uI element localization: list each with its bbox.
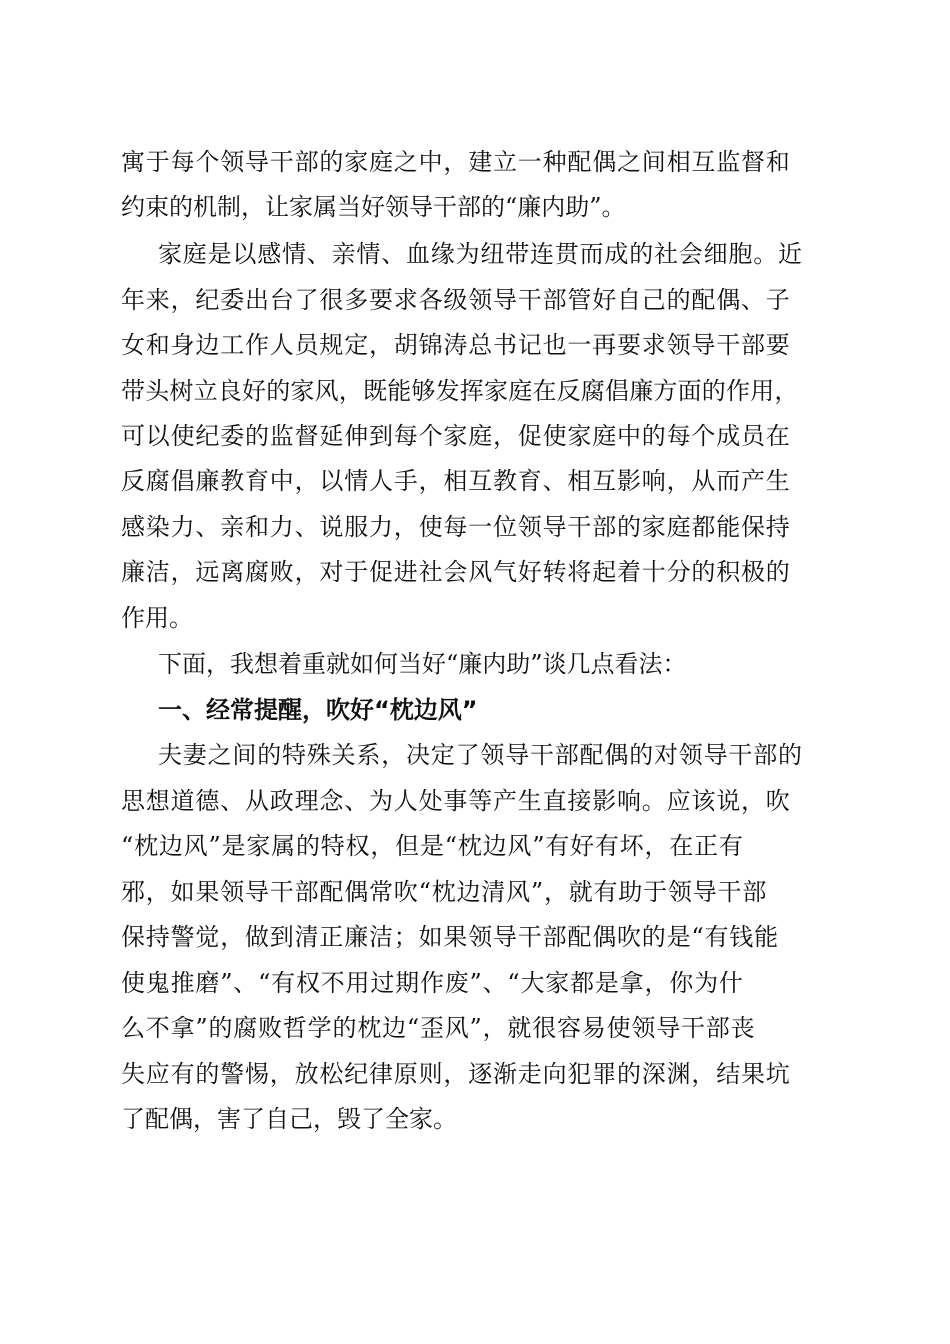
text-line: 思想道德、从政理念、为人处事等产生直接影响。应该说，吹: [121, 787, 791, 815]
text-line: 年来，纪委出台了很多要求各级领导干部管好自己的配偶、子: [121, 286, 791, 314]
text-line: 带头树立良好的家风，既能够发挥家庭在反腐倡廉方面的作用，: [121, 377, 799, 405]
text-line: “枕边风”是家属的特权，但是“枕边风”有好有坏，在正有: [121, 832, 744, 860]
text-line: 寓于每个领导干部的家庭之中，建立一种配偶之间相互监督和: [121, 148, 791, 176]
section-heading: 一、经常提醒，吹好“枕边风”: [158, 696, 478, 724]
text-line: 反腐倡廉教育中，以情人手，相互教育、相互影响，从而产生: [121, 467, 791, 495]
text-line: 了配偶，害了自己，毁了全家。: [121, 1105, 457, 1133]
text-line: 约束的机制，让家属当好领导干部的“廉内助”。: [121, 193, 626, 221]
text-line: 保持警觉，做到清正廉洁；如果领导干部配偶吹的是“有钱能: [121, 923, 779, 951]
text-line: 使鬼推磨”、“有权不用过期作废”、“大家都是拿，你为什: [121, 969, 744, 997]
paragraph-first-line: 夫妻之间的特殊关系，决定了领导干部配偶的对领导干部的: [158, 741, 803, 769]
text-line: 可以使纪委的监督延伸到每个家庭，促使家庭中的每个成员在: [121, 422, 791, 450]
paragraph-first-line: 下面，我想着重就如何当好“廉内助”谈几点看法：: [158, 650, 687, 678]
text-line: 作用。: [121, 604, 193, 632]
text-line: 邪，如果领导干部配偶常吹“枕边清风”，就有助于领导干部: [121, 878, 768, 906]
text-line: 失应有的警惕，放松纪律原则，逐渐走向犯罪的深渊，结果坑: [121, 1060, 791, 1088]
text-line: 么不拿”的腐败哲学的枕边“歪风”，就很容易使领导干部丧: [121, 1014, 756, 1042]
text-line: 廉洁，远离腐败，对于促进社会风气好转将起着十分的积极的: [121, 558, 791, 586]
text-line: 感染力、亲和力、说服力，使每一位领导干部的家庭都能保持: [121, 513, 791, 541]
text-line: 女和身边工作人员规定，胡锦涛总书记也一再要求领导干部要: [121, 331, 791, 359]
paragraph-first-line: 家庭是以感情、亲情、血缘为纽带连贯而成的社会细胞。近: [158, 240, 803, 268]
